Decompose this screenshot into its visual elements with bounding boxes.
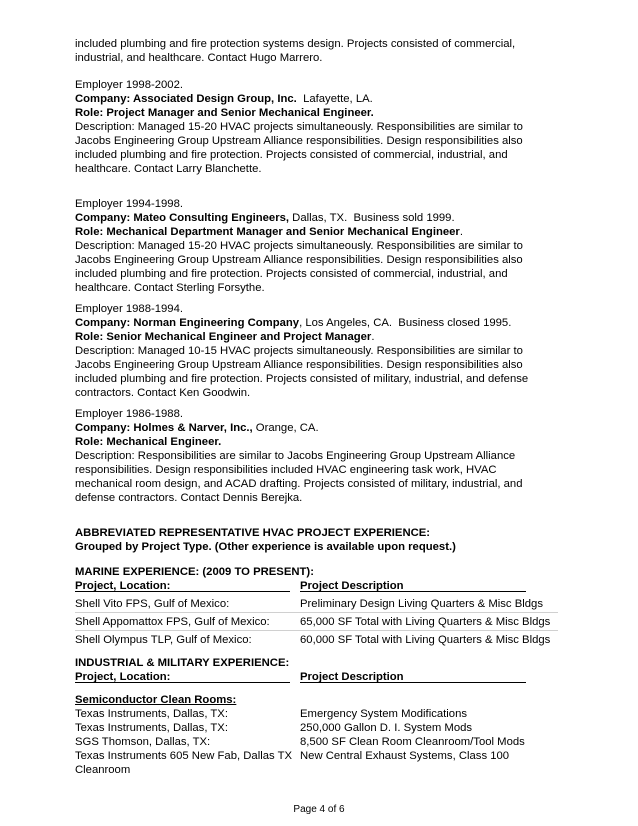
company-name: Company: Mateo Consulting Engineers, xyxy=(75,212,290,224)
company-name: Company: Associated Design Group, Inc. xyxy=(75,93,297,105)
company-name: Company: Holmes & Narver, Inc., xyxy=(75,422,253,434)
employer-description: Description: Managed 15-20 HVAC projects simultaneously. Responsibilities are similar to xyxy=(75,240,523,252)
marine-col-desc-rule xyxy=(300,591,526,592)
employer-description: contractors. Contact Ken Goodwin. xyxy=(75,387,251,399)
marine-heading: MARINE EXPERIENCE: (2009 TO PRESENT): xyxy=(75,566,314,578)
industrial-row-desc: Emergency System Modifications xyxy=(300,708,468,720)
industrial-heading: INDUSTRIAL & MILITARY EXPERIENCE: xyxy=(75,657,290,669)
employer-description: mechanical room design, and ACAD drafting. Projects consisted of military, industrial, and xyxy=(75,478,523,490)
marine-row-project: Shell Vito FPS, Gulf of Mexico: xyxy=(75,598,230,610)
industrial-col-desc-header: Project Description xyxy=(300,671,404,683)
employer-period: Employer 1986-1988. xyxy=(75,408,184,420)
employer-role xyxy=(75,225,463,239)
role-title: Role: Mechanical Department Manager and Senior Mechanical Engineer xyxy=(75,226,460,238)
employer-period: Employer 1998-2002. xyxy=(75,79,184,91)
industrial-row-desc: 250,000 Gallon D. I. System Mods xyxy=(300,722,473,734)
employer-description: Jacobs Engineering Group Upstream Alliance responsibilities. Design responsibilities also xyxy=(75,135,523,147)
marine-col-project-rule xyxy=(75,591,290,592)
company-name: Company: Norman Engineering Company xyxy=(75,317,300,329)
company-location: Lafayette, LA. xyxy=(296,93,373,105)
marine-col-desc-header: Project Description xyxy=(300,580,404,592)
employer-description: defense contractors. Contact Dennis Berejka. xyxy=(75,492,303,504)
employer-description: Description: Responsibilities are similar to Jacobs Engineering Group Upstream Alliance xyxy=(75,450,516,462)
intro-line: included plumbing and fire protection systems design. Projects consisted of commercial, xyxy=(75,38,516,50)
industrial-col-project-header: Project, Location: xyxy=(75,671,171,683)
employer-description: included plumbing and fire protection. Projects consisted of commercial, industrial, and xyxy=(75,268,508,280)
industrial-row-project: SGS Thomson, Dallas, TX: xyxy=(75,736,211,748)
page-number: Page 4 of 6 xyxy=(293,804,345,815)
employer-description: responsibilities. Design responsibilities included HVAC engineering task work, HVAC xyxy=(75,464,497,476)
employer-description: included plumbing and fire protection. Projects consisted of military, industrial, and defense xyxy=(75,373,529,385)
marine-row-desc: 60,000 SF Total with Living Quarters & Misc Bldgs xyxy=(300,634,551,646)
employer-role xyxy=(75,330,374,344)
employer-company xyxy=(75,211,455,225)
role-suffix: . xyxy=(371,331,375,343)
marine-row-desc: 65,000 SF Total with Living Quarters & Misc Bldgs xyxy=(300,616,551,628)
industrial-col-project-rule xyxy=(75,682,290,683)
employer-description: Jacobs Engineering Group Upstream Alliance responsibilities. Design responsibilities also xyxy=(75,254,523,266)
employer-period: Employer 1988-1994. xyxy=(75,303,184,315)
role-title: Role: Project Manager and Senior Mechanical Engineer. xyxy=(75,107,374,119)
abbrev-subheading: Grouped by Project Type. (Other experience is available upon request.) xyxy=(75,541,456,553)
marine-row-project: Shell Appomattox FPS, Gulf of Mexico: xyxy=(75,616,270,628)
abbrev-heading: ABBREVIATED REPRESENTATIVE HVAC PROJECT EXPERIENCE: xyxy=(75,527,431,539)
company-location: , Los Angeles, CA. Business closed 1995. xyxy=(299,317,512,329)
marine-row-desc: Preliminary Design Living Quarters & Misc Bldgs xyxy=(300,598,543,610)
role-title: Role: Mechanical Engineer. xyxy=(75,436,222,448)
industrial-col-desc-rule xyxy=(300,682,526,683)
industrial-row-desc: New Central Exhaust Systems, Class 100 xyxy=(300,750,510,762)
employer-description: healthcare. Contact Larry Blanchette. xyxy=(75,163,262,175)
employer-description: healthcare. Contact Sterling Forsythe. xyxy=(75,282,265,294)
company-location: Dallas, TX. Business sold 1999. xyxy=(289,212,455,224)
employer-role xyxy=(75,435,221,449)
marine-col-project-header: Project, Location: xyxy=(75,580,171,592)
intro-line: industrial, and healthcare. Contact Hugo Marrero. xyxy=(75,52,323,64)
semiconductor-subheading: Semiconductor Clean Rooms: xyxy=(75,694,237,706)
role-title: Role: Senior Mechanical Engineer and Project Manager xyxy=(75,331,372,343)
employer-description: Description: Managed 10-15 HVAC projects simultaneously. Responsibilities are similar to xyxy=(75,345,523,357)
employer-company xyxy=(75,92,373,106)
row-divider xyxy=(75,612,558,613)
company-location: Orange, CA. xyxy=(252,422,319,434)
marine-row-project: Shell Olympus TLP, Gulf of Mexico: xyxy=(75,634,252,646)
employer-description: included plumbing and fire protection. Projects consisted of commercial, industrial, and xyxy=(75,149,508,161)
industrial-row-project: Texas Instruments, Dallas, TX: xyxy=(75,708,228,720)
employer-role xyxy=(75,106,374,120)
employer-description: Description: Managed 15-20 HVAC projects simultaneously. Responsibilities are similar to xyxy=(75,121,523,133)
employer-period: Employer 1994-1998. xyxy=(75,198,184,210)
industrial-row-desc: 8,500 SF Clean Room Cleanroom/Tool Mods xyxy=(300,736,525,748)
employer-company xyxy=(75,316,511,330)
industrial-row-project: Texas Instruments 605 New Fab, Dallas TX xyxy=(75,750,293,762)
role-suffix: . xyxy=(459,226,463,238)
industrial-row-project: Texas Instruments, Dallas, TX: xyxy=(75,722,228,734)
employer-description: Jacobs Engineering Group Upstream Alliance responsibilities. Design responsibilities also xyxy=(75,359,523,371)
industrial-row-wrap: Cleanroom xyxy=(75,764,131,776)
row-divider xyxy=(75,630,558,631)
employer-company xyxy=(75,421,319,435)
